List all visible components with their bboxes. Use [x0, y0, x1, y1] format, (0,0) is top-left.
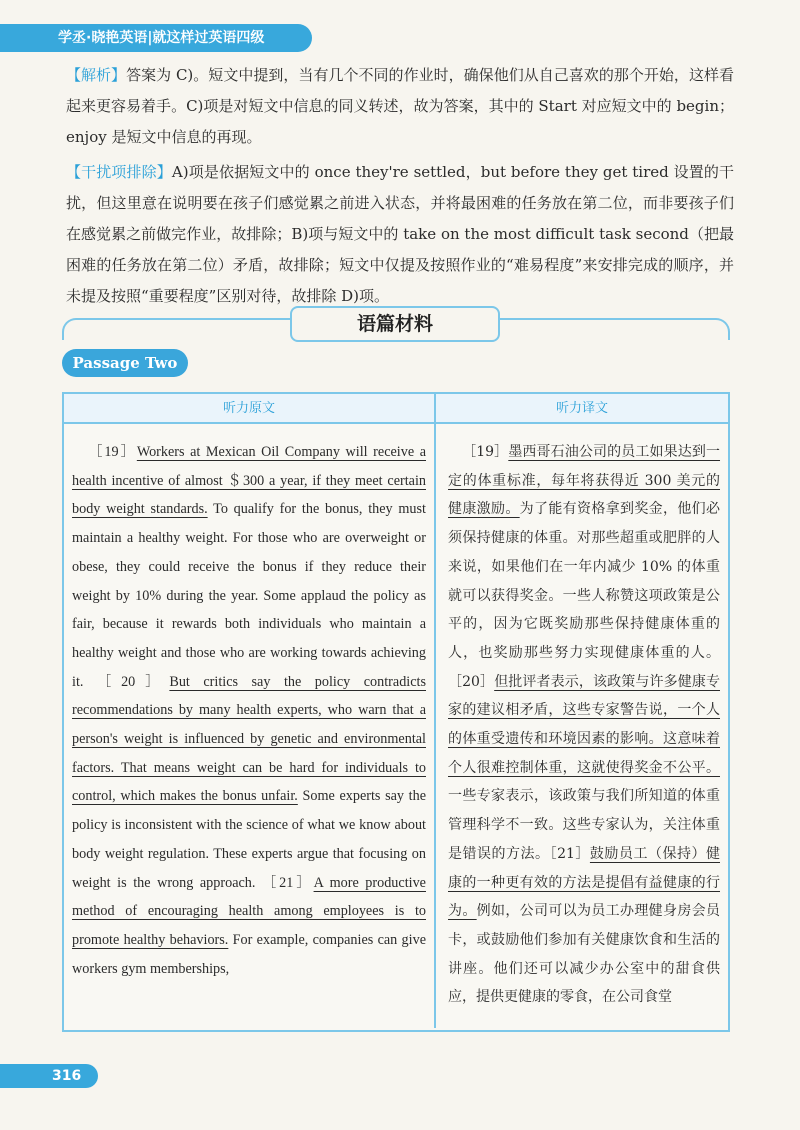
chinese-translation [448, 438, 720, 1012]
sentence-20-en: But critics say the policy contradicts recommendations by many health experts, who warn that a person's weight is influenced by genetic and environmental factors. That means weight can be hard for individuals to control, which makes the bonus unfair. [72, 673, 426, 805]
chinese-plain-3: 例如，公司可以为员工办理健身房会员卡，或鼓励他们参加有关健康饮食和生活的讲座。他们还可以减少办公室中的甜食供应，提供更健康的零食，在公司食堂 [448, 903, 721, 1006]
header-translation: 听力译文 [555, 401, 608, 416]
transcript-table [62, 392, 730, 1032]
marker-21-en: ［21］ [261, 874, 314, 891]
marker-19-en: ［19］ [86, 444, 137, 460]
sentence-20-zh: 但批评者表示，该政策与许多健康专家的建议相矛盾，这些专家警告说，一个人的体重受遗传和环境因素的影响。这意味着个人很难控制体重，这就使得奖金不公平。 [448, 673, 720, 776]
sentence-19-zh: 墨西哥石油公司的员工如果达到一定的体重标准，每年将获得近 300 美元的健康激励。 [448, 444, 721, 518]
marker-20-en: ［20］ [96, 673, 170, 690]
chinese-plain-2: 一些专家表示，该政策与我们所知道的体重管理科学不一致。这些专家认为，关注体重是错误的方法。 [448, 788, 720, 862]
distractor-paragraph [66, 157, 734, 312]
book-header-title: 学丞·晓艳英语|就这样过英语四级 [58, 30, 265, 46]
marker-21-zh: ［21］ [549, 845, 590, 862]
jiexi-text: 答案为 C)。短文中提到，当有几个不同的作业时，确保他们从自己喜欢的那个开始，这样看起来更容易着手。C)项是对短文中信息的同义转述，故为答案，其中的 Start 对应短文中的 begin；enjoy 是短文中信息的再现。 [66, 66, 734, 146]
sentence-21-zh: 鼓励员工（保持）健康的一种更有效的方法是提倡有益健康的行为。 [448, 845, 720, 920]
sentence-21-en: A more productive method of encouraging health among employees is to promote healthy behaviors. [72, 874, 426, 948]
page-number: 316 [0, 1064, 98, 1088]
english-transcript [72, 438, 426, 983]
table-header [64, 394, 728, 424]
marker-19-zh: ［19］ [462, 444, 509, 460]
jiexi-paragraph [66, 60, 734, 153]
marker-20-zh: ［20］ [448, 673, 495, 690]
jiexi-tag: 【解析】 [66, 66, 127, 84]
section-title: 语篇材料 [290, 306, 500, 342]
distractor-tag: 【干扰项排除】 [66, 163, 172, 181]
english-plain-3: For example, companies can give workers gym memberships, [72, 931, 426, 977]
answer-analysis [66, 60, 734, 316]
passage-label: Passage Two [62, 349, 188, 377]
english-plain-2: Some experts say the policy is inconsistent with the science of what we know about body weight regulation. These experts argue that focusing on weight is the wrong approach. [72, 788, 426, 891]
english-plain-1: To qualify for the bonus, they must maintain a healthy weight. For those who are overweight or obese, they could receive the bonus if they reduce their weight by 10% during the year. Some applaud the policy as fair, because it rewards both individuals who maintain a healthy weight and those who are working towards achieving it. [72, 501, 426, 690]
original-text-column [64, 424, 436, 1028]
sentence-19-en: Workers at Mexican Oil Company will receive a health incentive of almost ＄300 a year, if they meet certain body weight standards. [72, 444, 426, 518]
translation-column [436, 424, 728, 1028]
book-header-tab [0, 24, 312, 52]
header-original-text: 听力原文 [64, 394, 436, 422]
distractor-text: A)项是依据短文中的 once they're settled，but before they get tired 设置的干扰，但这里意在说明要在孩子们感觉累之前进入状态，并将最困难的任务放在第二位，而非要孩子们在感觉累之前做完作业，故排除；B)项与短文中的 take on the most difficult task second（把最困难的任务放在第二位）矛盾，故排除；短文中仅提及按照作业的“难易程度”来安排完成的顺序，并未提及按照“重要程度”区别对待，故排除 D)项。 [66, 163, 734, 305]
chinese-plain-1: 为了能有资格拿到奖金，他们必须保持健康的体重。对那些超重或肥胖的人来说，如果他们在一年内减少 10% 的体重就可以获得奖金。一些人称赞这项政策是公平的，因为它既奖励那些保持健康体重的人，也奖励那些努力实现健康体重的人。 [448, 501, 721, 661]
table-body [64, 424, 728, 1028]
